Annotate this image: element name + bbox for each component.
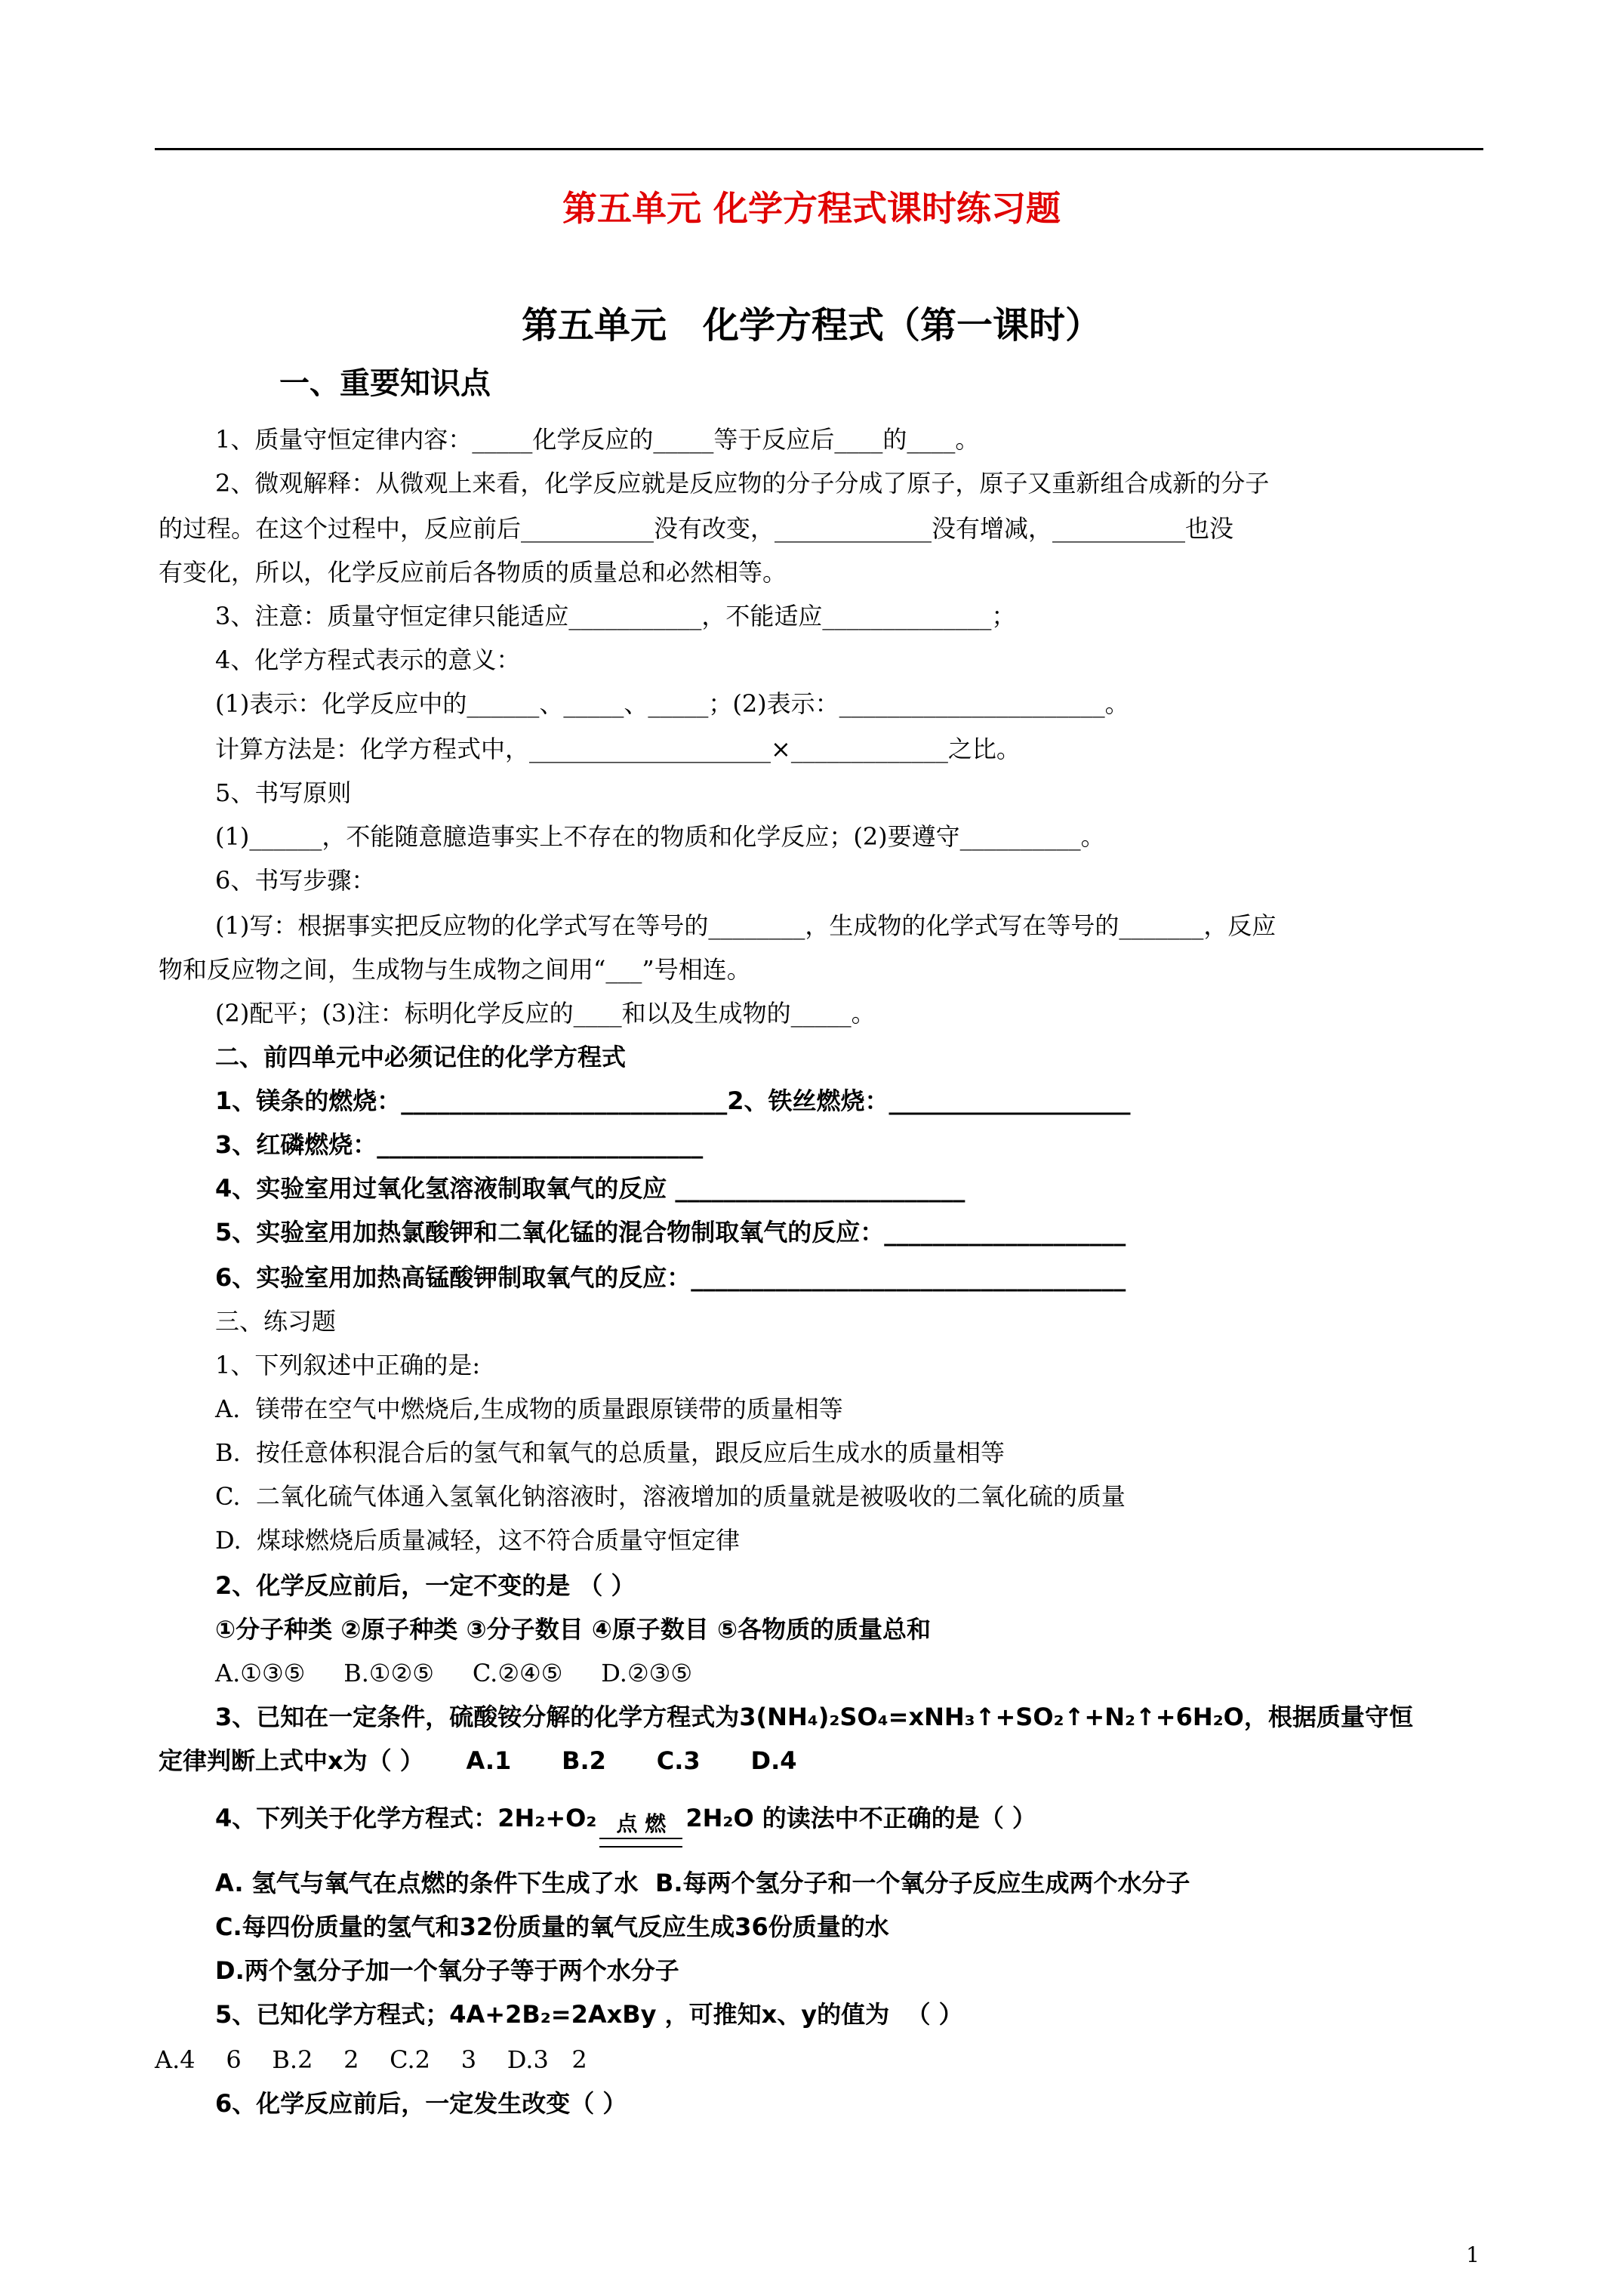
equation-line: 4、实验室用过氧化氢溶液制取氧气的反应 ________________________ [215,1174,965,1203]
text-line: 5、书写原则 [215,778,352,807]
question-1-option: B. 按任意体积混合后的氢气和氧气的总质量，跟反应后生成水的质量相等 [215,1438,1006,1467]
text-line: 2、微观解释：从微观上来看，化学反应就是反应物的分子分成了原子，原子又重新组合成新的分子 [215,469,1270,498]
question-3-line: 3、已知在一定条件，硫酸铵分解的化学方程式为3(NH₄)₂SO₄=xNH₃↑+SO₂↑+N₂↑+6H₂O，根据质量守恒 [215,1703,1413,1731]
text-line: 物和反应物之间，生成物与生成物之间用“___”号相连。 [159,955,751,984]
header-rule [155,148,1483,150]
document-title: 第五单元 化学方程式课时练习题 [562,188,1061,229]
text-line: (2)配平；(3)注：标明化学反应的____和以及生成物的_____。 [215,999,876,1028]
question-1-option: D. 煤球燃烧后质量减轻，这不符合质量守恒定律 [215,1526,741,1555]
text-line: 1、质量守恒定律内容：_____化学反应的_____等于反应后____的____。 [215,425,980,454]
equation-line: 1、镁条的燃烧：___________________________2、铁丝燃烧：____________________ [215,1086,1131,1115]
question-1-option: C. 二氧化硫气体通入氢氧化钠溶液时，溶液增加的质量就是被吸收的二氧化硫的质量 [215,1482,1126,1511]
question-2-items: ①分子种类 ②原子种类 ③分子数目 ④原子数目 ⑤各物质的质量总和 [215,1615,932,1644]
section-heading-equations: 二、前四单元中必须记住的化学方程式 [215,1043,627,1071]
reaction-condition-sign [599,1811,682,1848]
text-line: 3、注意：质量守恒定律只能适应___________，不能适应______________； [215,602,1016,630]
question-1-stem: 1、下列叙述中正确的是: [215,1351,481,1379]
question-5-stem: 5、已知化学方程式；4A+2B₂=2AxBy ，可推知x、y的值为 （ ） [215,2000,963,2029]
question-4-stem [215,1806,1036,1848]
question-2-stem: 2、化学反应前后，一定不变的是 （ ） [215,1571,636,1600]
text-line: 6、书写步骤： [215,866,376,895]
question-4-option: D.两个氢分子加一个氧分子等于两个水分子 [215,1956,679,1985]
text-line: (1)表示：化学反应中的______、_____、_____；(2)表示：______________________。 [215,689,1129,718]
question-4-option: A. 氢气与氧气在点燃的条件下生成了水 B.每两个氢分子和一个氧分子反应生成两个水分子 [215,1869,1190,1897]
lesson-title: 第五单元 化学方程式（第一课时） [521,304,1101,347]
text-line: 的过程。在这个过程中，反应前后___________没有改变，_____________没有增减，___________也没 [159,514,1234,543]
text-line: 计算方法是：化学方程式中，____________________×_____________之比。 [215,735,1021,763]
question-3-line: 定律判断上式中x为（ ） A.1 B.2 C.3 D.4 [159,1746,797,1775]
equation-line: 3、红磷燃烧：___________________________ [215,1130,704,1159]
question-1-option: A. 镁带在空气中燃烧后,生成物的质量跟原镁带的质量相等 [215,1395,843,1423]
question-4-option: C.每四份质量的氢气和32份质量的氧气反应生成36份质量的水 [215,1912,889,1941]
text-line: (1)______，不能随意臆造事实上不存在的物质和化学反应；(2)要遵守__________。 [215,822,1105,851]
equation-line: 5、实验室用加热氯酸钾和二氧化锰的混合物制取氧气的反应：____________________ [215,1218,1126,1247]
condition-label: 点 燃 [616,1811,667,1836]
text-line: 4、化学方程式表示的意义： [215,646,521,674]
section-heading-knowledge: 一、重要知识点 [279,366,491,401]
question-5-options: A.4 6 B.2 2 C.2 3 D.3 2 [155,2045,587,2074]
text-line: (1)写：根据事实把反应物的化学式写在等号的________，生成物的化学式写在等号的_______，反应 [215,911,1277,940]
question-2-options: A.①③⑤ B.①②⑤ C.②④⑤ D.②③⑤ [215,1659,692,1687]
question-4-prefix: 4、下列关于化学方程式：2H₂+O₂ [215,1804,597,1832]
equals-sign [599,1838,682,1848]
page-number: 1 [1466,2242,1480,2267]
question-4-suffix: 2H₂O 的读法中不正确的是（ ） [685,1804,1036,1832]
equation-line: 6、实验室用加热高锰酸钾制取氧气的反应：____________________________________ [215,1263,1126,1292]
question-6-stem: 6、化学反应前后，一定发生改变（ ） [215,2089,627,2118]
section-heading-exercises: 三、练习题 [215,1307,337,1336]
text-line: 有变化，所以，化学反应前后各物质的质量总和必然相等。 [159,558,787,587]
